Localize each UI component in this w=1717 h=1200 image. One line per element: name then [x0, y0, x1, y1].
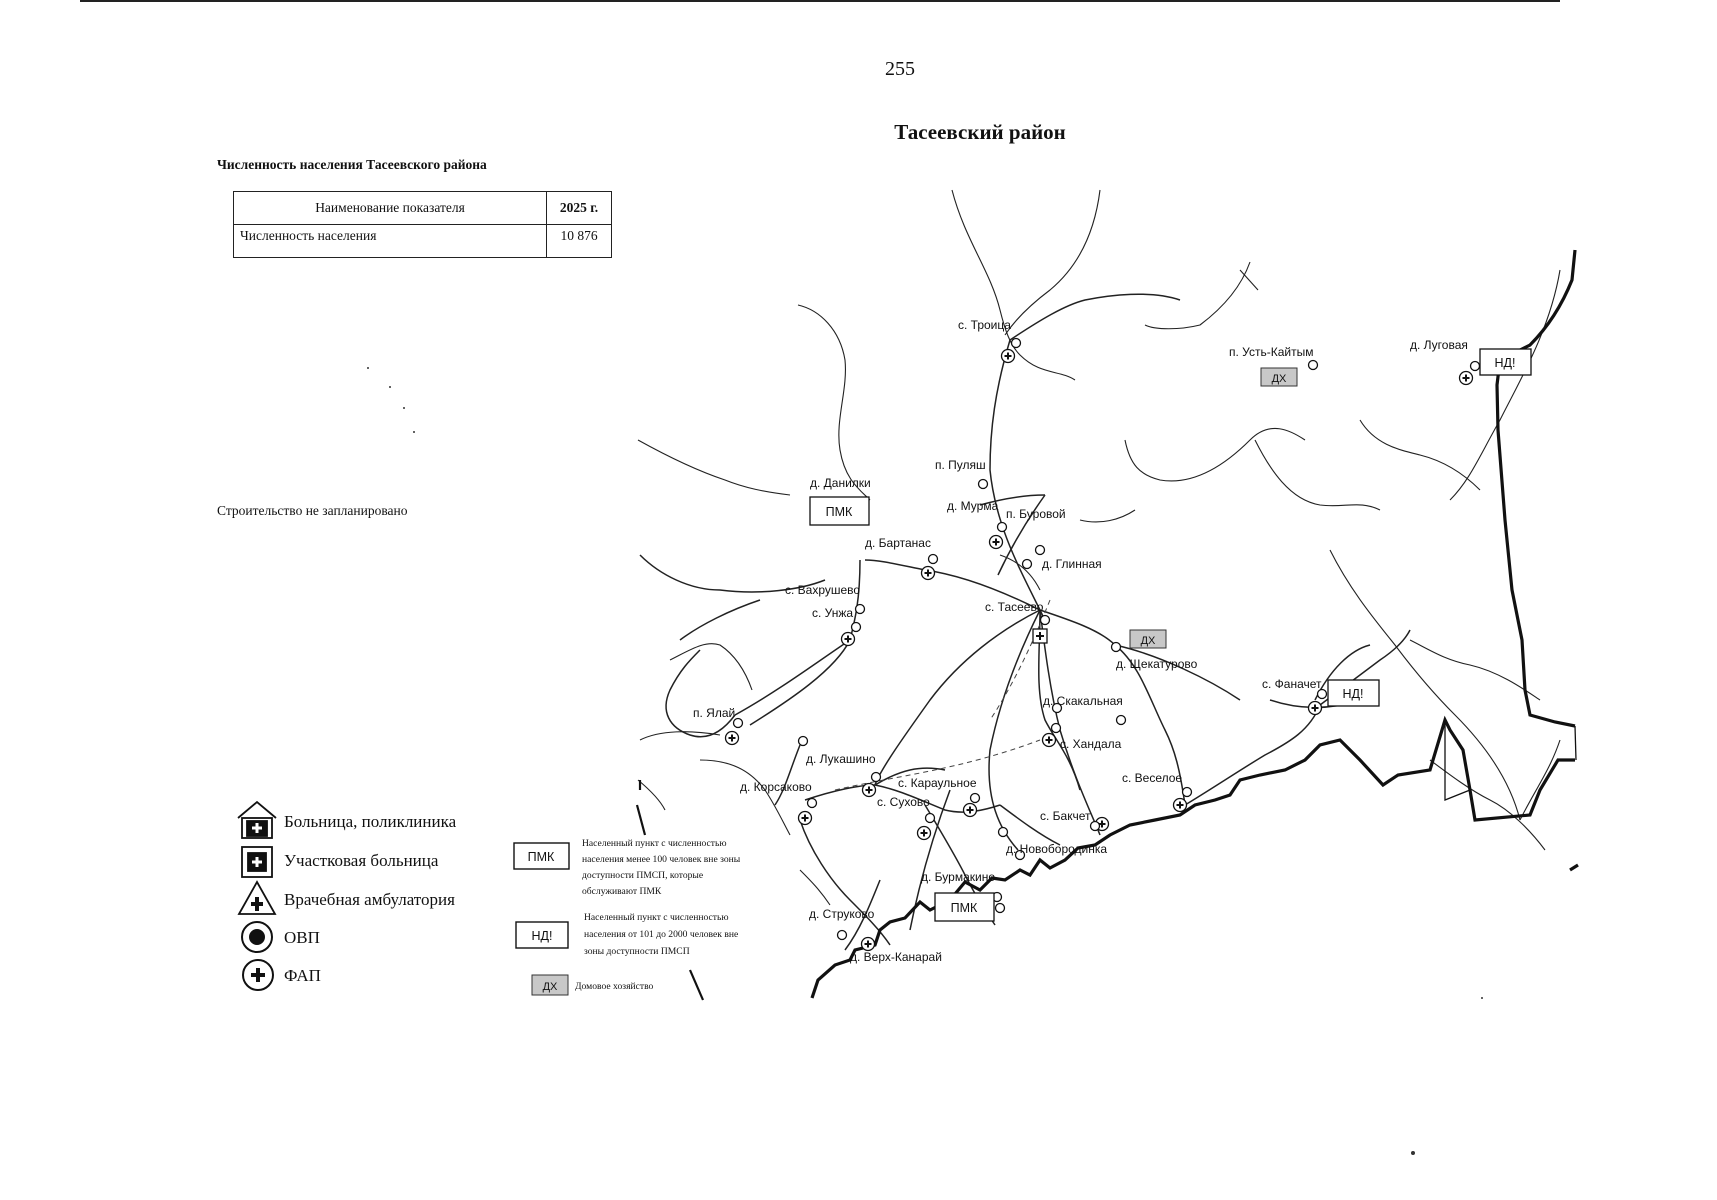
settlement-dot [838, 931, 847, 940]
settlement-dot [1117, 716, 1126, 725]
table-caption: Численность населения Тасеевского района [217, 157, 487, 172]
svg-text:НД!: НД! [1342, 687, 1364, 701]
settlement-label: с. Вахрушево [785, 583, 861, 597]
map-labels [693, 318, 1468, 964]
cell-indicator: Численность населения [234, 225, 547, 258]
settlement-dot [1091, 822, 1100, 831]
settlement-label: с. Бакчет [1040, 809, 1091, 823]
settlement-label: д. Мурма [947, 499, 999, 513]
scan-specks [367, 367, 1483, 1155]
legend-note-line: населения от 101 до 2000 человек вне [584, 929, 739, 940]
fap-icon [1174, 799, 1187, 812]
legend-label: ОВП [284, 928, 320, 947]
settlement-label: с. Фаначет [1262, 677, 1322, 691]
nd-box-fanachet [1328, 680, 1379, 706]
settlement-label: с. Хандала [1060, 737, 1122, 751]
fap-icon [990, 536, 1003, 549]
settlement-label: д. Бурмакино [921, 870, 995, 884]
settlement-label: д. Верх-Канарай [850, 950, 942, 964]
legend-note-line: Домовое хозяйство [575, 981, 654, 992]
settlement-dot [856, 605, 865, 614]
fap-icon [964, 804, 977, 817]
legend-nd-box [516, 912, 738, 957]
fap-icon [799, 812, 812, 825]
fap-icon [918, 827, 931, 840]
legend-note-line: зоны доступности ПМСП [584, 946, 690, 957]
settlement-label: с. Веселое [1122, 771, 1183, 785]
settlement-dot [799, 737, 808, 746]
settlement-dot [971, 794, 980, 803]
dx-box-ust-kaitym [1261, 368, 1297, 386]
settlement-label: д. Струково [809, 907, 875, 921]
pmk-box-danilki [810, 497, 869, 525]
settlement-label: д. Луговая [1410, 338, 1468, 352]
settlement-dot [1309, 361, 1318, 370]
fap-icon [922, 567, 935, 580]
settlement-dot [998, 523, 1007, 532]
settlement-label: п. Пуляш [935, 458, 986, 472]
legend-note-line: обслуживают ПМК [582, 886, 662, 897]
legend [238, 802, 741, 995]
settlement-label: с. Сухово [877, 795, 930, 809]
district-title: Тасеевский район [894, 120, 1066, 144]
svg-text:ПМК: ПМК [527, 850, 555, 864]
legend-note-line: населения менее 100 человек вне зоны [582, 854, 741, 865]
settlement-label: п. Усть-Кайтым [1229, 345, 1314, 359]
settlement-label: д. Бартанас [865, 536, 931, 550]
settlement-label: д. Новобородинка [1006, 842, 1108, 856]
settlement-dot [808, 799, 817, 808]
legend-label: Больница, поликлиника [284, 812, 457, 831]
settlement-label: д. Скакальная [1043, 694, 1123, 708]
legend-note-line: доступности ПМСП, которые [582, 870, 704, 881]
district-boundary [812, 250, 1578, 998]
settlement-label: с. Тасеево [985, 600, 1044, 614]
hospital-polyclinic-icon [238, 802, 276, 838]
ovp-icon [242, 922, 272, 952]
pmk-box-burmakino [935, 893, 994, 921]
legend-label: Участковая больница [284, 851, 439, 870]
medical-ambulatory-icon [239, 882, 275, 914]
construction-note: Строительство не запланировано [217, 503, 408, 518]
fap-icon [842, 633, 855, 646]
settlement-dot [999, 828, 1008, 837]
settlement-label: п. Буровой [1006, 507, 1066, 521]
settlement-label: д. Глинная [1042, 557, 1102, 571]
fap-icon [726, 732, 739, 745]
svg-text:ПМК: ПМК [825, 505, 853, 519]
legend-note-line: Населенный пункт с численностью [582, 838, 727, 849]
settlement-dot [996, 904, 1005, 913]
header-indicator: Наименование показателя [234, 192, 547, 225]
fap-icon [1309, 702, 1322, 715]
settlement-dot [852, 623, 861, 632]
settlement-dot [872, 773, 881, 782]
settlement-label: с. Унжа [812, 606, 854, 620]
settlement-dot [1012, 339, 1021, 348]
settlement-label: д. Данилки [810, 476, 871, 490]
settlement-dot [1471, 362, 1480, 371]
district-hospital-icon [1033, 629, 1047, 643]
settlement-dot [926, 814, 935, 823]
page-number: 255 [885, 58, 915, 80]
settlement-dot [1183, 788, 1192, 797]
header-year: 2025 г. [547, 192, 612, 225]
svg-text:НД!: НД! [531, 929, 553, 943]
settlement-dot [929, 555, 938, 564]
fap-icon [863, 784, 876, 797]
settlement-label: с. Караульное [898, 776, 977, 790]
legend-pmk-box [514, 838, 741, 897]
settlement-dot [1041, 616, 1050, 625]
settlement-dot [1112, 643, 1121, 652]
fap-icon [1002, 350, 1015, 363]
fap-icon [1043, 734, 1056, 747]
legend-label: Врачебная амбулатория [284, 890, 455, 909]
settlement-label: п. Ялай [693, 706, 736, 720]
settlement-dot [1036, 546, 1045, 555]
legend-label: ФАП [284, 966, 321, 985]
settlement-dot [979, 480, 988, 489]
svg-text:ПМК: ПМК [950, 901, 978, 915]
settlement-label: с. Троица [958, 318, 1011, 332]
settlement-label: д. Щекатурово [1116, 657, 1198, 671]
svg-text:НД!: НД! [1494, 356, 1516, 370]
dx-box-shchekaturovo [1130, 630, 1166, 648]
fap-icon [862, 938, 875, 951]
legend-note-line: Населенный пункт с численностью [584, 912, 729, 923]
svg-text:ДХ: ДХ [1140, 635, 1156, 647]
settlement-dot [1052, 724, 1061, 733]
settlement-dot [1023, 560, 1032, 569]
nd-box-lugovaya [1480, 349, 1531, 375]
legend-dx-box [532, 975, 654, 995]
svg-text:ДХ: ДХ [542, 981, 558, 993]
fap-icon [243, 960, 273, 990]
settlement-label: д. Корсаково [740, 780, 812, 794]
settlement-label: д. Лукашино [806, 752, 876, 766]
svg-text:ДХ: ДХ [1271, 373, 1287, 385]
fap-icon [1460, 372, 1473, 385]
district-hospital-icon [242, 847, 272, 877]
cell-value: 10 876 [547, 225, 612, 258]
